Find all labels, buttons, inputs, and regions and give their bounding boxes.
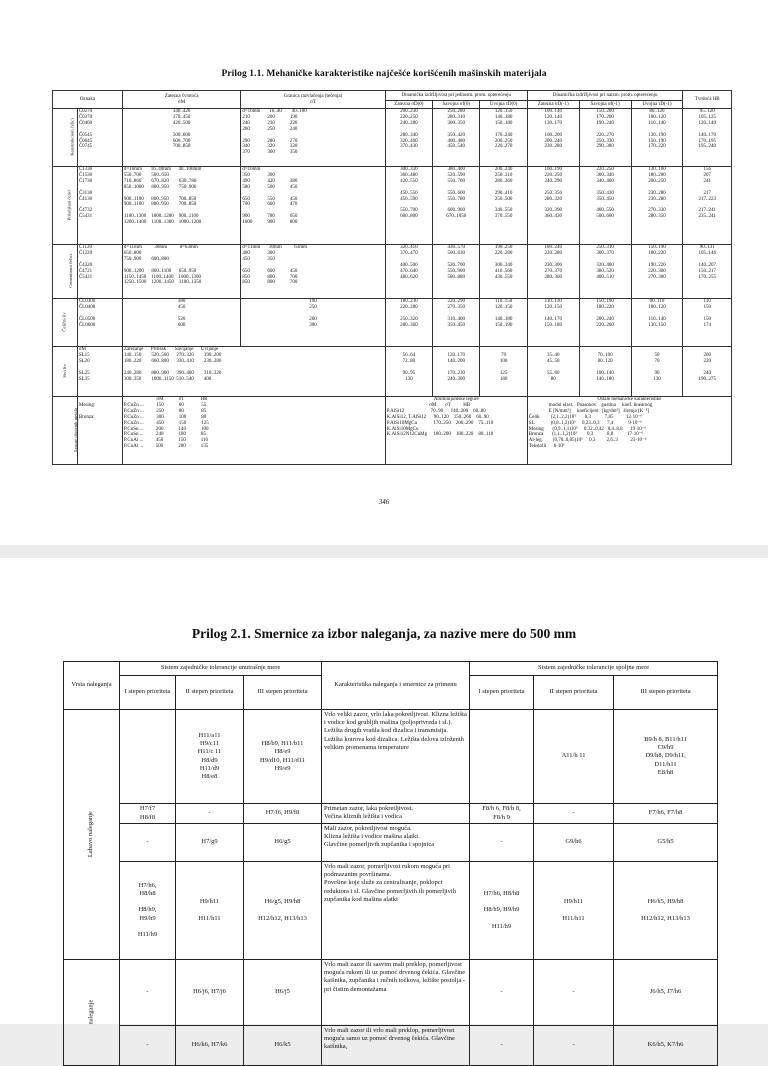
cell-zatezna: Zatezanje Pritisak Savijanje Uvijanje 140..150 520..560 270..320 190..200 180..220 660..800 330..410 230..280 240..280 880..900 390..460 310..320 300..350 1000..1150 510..540 400 bbox=[122, 347, 385, 397]
cell-oznaka: Č1330 Č1530 Č1730 Č3130 Č4130 Č4732 Č5431 bbox=[77, 167, 122, 245]
cell: - bbox=[534, 1026, 614, 1066]
page2-title: Prilog 2.1. Smernice za izbor naleganja, za nazive mere do 500 mm bbox=[191, 626, 577, 641]
cell: H8/b9, H11/b11 H8/e9 H9/d10, H11/d11 H9/e9 bbox=[244, 710, 322, 804]
cell-granica: d=16mm 350 300 490 420 380 580 500 450 650 550 450 700 600 470 900 780 650 1000 900 800 bbox=[241, 167, 385, 245]
cell: - bbox=[470, 824, 534, 862]
cell-zatezna: d=11mm 30mm d=63mm 650..800 750..900 600..800 900..1200 800..1100 650..950 1150..1450 1100..1400 1000..1300 1250..1500 1200..1450 1100..1350 bbox=[122, 245, 240, 299]
table-row bbox=[53, 167, 732, 245]
cell-other-properties: Ostale mehaničke karakteristike modul elast. Poasonov gustina koef. linearnog E [N/mm²] koeficijent [kg/dm³] širenja [K⁻¹] Čelik (2,1..2,2)10⁵ 0,3 7,85 12·10⁻⁶ SL (0,8..1,2)10⁵ 0,23..0,3 7,4 9·10⁻⁶ Mesing (0,9..1,1)10⁵ 0,32..0,42 8,4..8,8 19·10⁻⁶ Bronza (1,1..1,2)10⁵ 0,3 8,8 17·10⁻⁶ Al-leg. (0,70..0,85)10⁵ 0,3 2,6..3 23·10⁻⁶ Tekstolit 6·10³ bbox=[527, 397, 731, 465]
cell-granica: d=16mm 16..40 40..100 210 200 190 240 230 220 260 250 240 290 280 270 340 320 320 370 360 350 bbox=[241, 109, 385, 167]
table-row bbox=[53, 245, 732, 299]
hdr-sub: Zatezna σD(0) bbox=[385, 101, 432, 109]
cell-granica: d=11mm 30mm 63mm 400 300 450 350 650 600 450 850 800 700 850 800 700 bbox=[241, 245, 385, 299]
hdr-sub: Savojna σf(0) bbox=[433, 101, 480, 109]
hdr-prio1: I stepen prioriteta bbox=[120, 676, 176, 710]
cell: - bbox=[120, 1026, 176, 1066]
cell: 110..130 120..150 140..170 150..180 bbox=[527, 299, 579, 347]
group-label: Cementirani čelici bbox=[53, 245, 78, 299]
cell: G9/h6 bbox=[534, 824, 614, 862]
page-number: 346 bbox=[378, 498, 390, 506]
cell-oznaka: Č1120 Č1220 Č4320 Č4721 Č5421 bbox=[77, 245, 122, 299]
cell: 430..570 500..630 520..700 550..900 580..880 bbox=[433, 245, 480, 299]
cell: - bbox=[120, 960, 176, 1026]
cell-oznaka: Č0270 Č0370 Č0460 Č0545 Č0645 Č0745 bbox=[77, 109, 122, 167]
group-label: Čelični liv bbox=[53, 299, 78, 347]
cell-description: Primetan zazor, laka pokretljivost. Večina kliznih ležišta i vodica bbox=[322, 804, 470, 824]
cell-oznaka: ČL0300 ČL0400 ČL0500 ČL0600 bbox=[77, 299, 122, 347]
cell: H9/h11 H11/h11 bbox=[534, 862, 614, 960]
table-row bbox=[53, 347, 732, 397]
page-2 bbox=[0, 558, 768, 1051]
cell: 50 70 90 130 bbox=[631, 347, 683, 397]
cell: - bbox=[470, 960, 534, 1026]
cell: G5/h5 bbox=[614, 824, 718, 862]
table-row bbox=[64, 862, 718, 960]
cell-copper-alloys: σM σT HB P.CuZn ... 150 60 55 P.CuZn ... 250 80 85 P.CuZn ... 300 100 80 P.CuZn ... 450 150 125 P.CuSn ... 200 140 100 P.CuSn ... 240 180 85 P.CuAl ... 450 150 110 P.CuAl ... 500 200 135 bbox=[122, 397, 385, 465]
hdr-sub: Savojna σf(-1) bbox=[579, 101, 631, 109]
cell-aluminium-alloys: Aluminijumske legure σM σT HB P.AlSi12 70..90 140..200 60..80 K.AlSi12, T.AlSi12 90..120 150..260 60..90 P.AlSi10MgCu 170..250 200..290 75..110 K.AlSi10MgCu K.AlSi12N12CuMg 180..200 180..220 80..110 bbox=[385, 397, 527, 465]
hdr-tvrdoca: Tvrdoća HB bbox=[683, 91, 732, 109]
cell: H6/k5 bbox=[244, 1026, 322, 1066]
cell: H7/f6, H9/f8 bbox=[244, 804, 322, 824]
cell: 110..150 120..150 140..180 150..190 bbox=[480, 299, 527, 347]
cell: 380..400 520..590 550..700 550..600 550..780 600..960 670..1050 bbox=[433, 167, 480, 245]
cell: 320..410 370..470 400..500 470..640 480..620 bbox=[385, 245, 432, 299]
cell: 160..190 220..250 240..290 250..350 280..320 320..390 360..430 bbox=[527, 167, 579, 245]
cell: 156 207 241 217 217..223 217..241 235..241 bbox=[683, 167, 732, 245]
cell: H7/h6, H8/h8 H8/h9, H9/h9 H11/h9 bbox=[120, 862, 176, 960]
hdr-prio1: I stepen prioriteta bbox=[470, 676, 534, 710]
cell: F7/h6, F7/h8 bbox=[614, 804, 718, 824]
cell: 130..160 180..200 200..250 230..280 230..280 270..330 280..350 bbox=[631, 167, 683, 245]
cell: 300..330 360..480 420..550 450..550 450..590 550..700 600..800 bbox=[385, 167, 432, 245]
cell-description: Vrlo mali zazor ili sasvim mali preklop, pomerljivost moguća rukom ili uz pomoć drvenog čekića. Glavčine kaišnika, zupčanika i ručnih točkova, ležište postolja - pri čistim demontažama bbox=[322, 960, 470, 1026]
cell: - bbox=[470, 1026, 534, 1066]
cell: H6/g5 bbox=[244, 824, 322, 862]
cell: H7/f7 H8/f8 bbox=[120, 804, 176, 824]
cell-description: Mali zazor, pokretljivost moguća. Klizna ležišta i vodice mašina alatki. Glavčine pomerljivih zupčanika i spojnica bbox=[322, 824, 470, 862]
cell: H7/g9 bbox=[176, 824, 244, 862]
hdr-prio3: III stepen prioriteta bbox=[244, 676, 322, 710]
table-row bbox=[64, 824, 718, 862]
cell: 35..40 45..50 55..60 80 bbox=[527, 347, 579, 397]
cell: J6/h5, J7/h6 bbox=[614, 960, 718, 1026]
hdr-sub: Uvojna τD(-1) bbox=[631, 101, 683, 109]
cell: 70 100 125 180 bbox=[480, 347, 527, 397]
cell: 200 220 240 190..275 bbox=[683, 347, 732, 397]
cell-description: Vrlo mali zazor ili vrlo mali preklop, pomerljivost moguća samo uz pomoć drvenog čekića. Glavčine kaišnika, bbox=[322, 1026, 470, 1066]
group-label: Legure obojenih metala bbox=[53, 397, 78, 465]
cell-description: Vrlo mali zazor, pomerljivost rukom moguća pri podmazanim površinama. Površine koje služe za centralisanje, poklopci reduktora i sl. Glavčine pomerljivih ili pomerljivih zupčanika kod mašina alatki bbox=[322, 862, 470, 960]
cell: 100..140 120..140 130..170 160..200 200..240 230..280 bbox=[527, 109, 579, 167]
hdr-din1: Dinamička izdržljivost pri jednosm. prom. opterećenju bbox=[385, 91, 527, 101]
cell: H6/g5, H9/h8 H12/h12, H13/h13 bbox=[244, 862, 322, 960]
cell: 250..310 300..370 320..400 380..520 400..510 bbox=[579, 245, 631, 299]
cell-oznaka: σM SL15 SL20 SL25 SL35 bbox=[77, 347, 122, 397]
group-label: Poboljšani čelici bbox=[53, 167, 78, 245]
cell: H9/h11 H11/h11 bbox=[176, 862, 244, 960]
cell: K6/h5, K7/h6 bbox=[614, 1026, 718, 1066]
table-row bbox=[53, 397, 732, 465]
fit-selection-table bbox=[63, 661, 718, 1066]
cell: 220..250 300..340 340..400 350..430 350..450 460..550 500..600 bbox=[579, 167, 631, 245]
cell: 180..240 220..280 230..300 270..370 280..360 bbox=[527, 245, 579, 299]
cell-description: Vrlo veliki zazor, vrlo laka pokretljivost. Klizna ležišta i vodice kod grubljih mašina (poljoprivreda i sl.). Ležišta drugih vratila kod dizalica i transmisija. Ležišta kotrova kod dizalica. Ležišta delova izloženih velikim promenama temperature bbox=[322, 710, 470, 804]
hdr-sub: Zatezna σD(-1) bbox=[527, 101, 579, 109]
cell bbox=[120, 710, 176, 804]
cell: 70..100 80..120 100..140 140..180 bbox=[579, 347, 631, 397]
table-row bbox=[64, 804, 718, 824]
hdr-prio2: II stepen prioriteta bbox=[176, 676, 244, 710]
hdr-granica: Granica razvlačenja (tečenja) σT bbox=[241, 91, 385, 109]
group-label: Konstrukcioni čelici bbox=[53, 109, 78, 167]
cell: 95..120 105..125 120..140 140..170 170..195 195..240 bbox=[683, 109, 732, 167]
table-row bbox=[64, 960, 718, 1026]
cell: 150..190 180..220 200..240 220..260 bbox=[579, 299, 631, 347]
cell: H7/h6, H8/h8 H8/h9, H9/h9 H11/h9 bbox=[470, 862, 534, 960]
page-gap bbox=[0, 545, 768, 558]
hdr-prio3: III stepen prioriteta bbox=[614, 676, 718, 710]
hdr-prio2: II stepen prioriteta bbox=[534, 676, 614, 710]
hdr-oznaka: Oznaka bbox=[53, 91, 123, 109]
cell: 120..150 140..180 150..180 170..240 200..250 220..270 bbox=[480, 109, 527, 167]
cell: 56..64 72..80 90..95 130 bbox=[385, 347, 432, 397]
group-label-naleganje: naleganje bbox=[64, 960, 120, 1066]
cell-zatezna: 340..420 370..450 420..500 500..600 600..700 700..850 bbox=[122, 109, 240, 167]
cell: 220..290 270..350 310..400 350..450 bbox=[433, 299, 480, 347]
cell: H6/k6, H7/k6 bbox=[176, 1026, 244, 1066]
table-row bbox=[64, 710, 718, 804]
cell-zatezna: 380 450 520 600 bbox=[122, 299, 240, 347]
cell: 90..131 105..146 140..207 150..217 170..255 bbox=[683, 245, 732, 299]
cell: H6/j6, H7/j6 bbox=[176, 960, 244, 1026]
cell-zatezna: d=16mm 16..40mm 40..100mm 550..700 500..650 710..860 670..820 630..780 850..1000 800..950 750..900 900..1100 800..950 700..850 900..1100 800..950 700..850 1100..1300 1000..1200 900..1100 1200..1400 1100..1300 1000..1200 bbox=[122, 167, 240, 245]
table-row bbox=[53, 299, 732, 347]
hdr-zatezna: Zatezna čvrstoća σM bbox=[122, 91, 240, 109]
hdr-karakteristika: Karakteristika naleganja i smernice za primenu bbox=[322, 662, 470, 710]
cell-alloy-labels: Mesing: Bronza: bbox=[77, 397, 122, 465]
hdr-vrsta: Vrsta naleganja bbox=[64, 662, 120, 710]
cell: - bbox=[176, 804, 244, 824]
cell: B9/h 8, B11/h11 C9/h9 D9/h8, D9/h11, D11/h11 E8/h8 bbox=[614, 710, 718, 804]
cell: - bbox=[534, 960, 614, 1026]
cell: 180..230 220..280 250..320 280..360 bbox=[385, 299, 432, 347]
cell: 190..250 220..280 300..340 410..560 430..550 bbox=[480, 245, 527, 299]
table-row bbox=[53, 109, 732, 167]
cell: 110 150 150 174 bbox=[683, 299, 732, 347]
cell-granica: 190 250 260 300 bbox=[241, 299, 385, 347]
cell bbox=[470, 710, 534, 804]
hdr-din2: Dinamička izdržljivost pri naizm. prom. opterećenju bbox=[527, 91, 683, 101]
cell: - bbox=[120, 824, 176, 862]
cell: - bbox=[534, 804, 614, 824]
cell: 200..230 220..250 240..280 280..340 320..400 370..430 bbox=[385, 109, 432, 167]
mechanical-properties-table bbox=[52, 90, 732, 465]
page1-title: Prilog 1.1. Mehaničke karakteristike najčešće korišćenih mašinskih materijala bbox=[221, 69, 547, 79]
cell: A11/h 11 bbox=[534, 710, 614, 804]
cell: H6/h5, H9/h8 H12/h12, H13/h13 bbox=[614, 862, 718, 960]
cell: H6/j5 bbox=[244, 960, 322, 1026]
cell: 90..110 100..120 110..140 130..150 bbox=[631, 299, 683, 347]
cell: 120..170 140..200 170..230 240..300 bbox=[433, 347, 480, 397]
group-label-labavo: Labavo naleganje bbox=[64, 710, 120, 960]
cell: 150..200 170..200 190..240 220..270 250..330 290..380 bbox=[579, 109, 631, 167]
hdr-sub: Uvojna τD(0) bbox=[480, 101, 527, 109]
cell: 80..120 100..120 110..140 130..190 150..190 170..220 bbox=[631, 109, 683, 167]
cell: 250..280 280..310 300..350 350..420 400..480 450..540 bbox=[433, 109, 480, 167]
cell: 200..240 250..310 280..360 290..410 250..500 340..550 370..550 bbox=[480, 167, 527, 245]
hdr-sys1: Sistem zajedničke tolerancije unutrašnje mere bbox=[120, 662, 322, 676]
cell: H11/a11 H9/c11 H11/c 11 H8/d9 H11/d9 H8/e8 bbox=[176, 710, 244, 804]
cell: 150..190 180..220 190..220 220..300 270..300 bbox=[631, 245, 683, 299]
group-label: Sivi liv bbox=[53, 347, 78, 397]
cell: F8/h 6, F8/h 8, F8/h 9 bbox=[470, 804, 534, 824]
hdr-sys2: Sistem zajedničke tolerancije spoljne mere bbox=[470, 662, 718, 676]
table-row bbox=[64, 1026, 718, 1066]
